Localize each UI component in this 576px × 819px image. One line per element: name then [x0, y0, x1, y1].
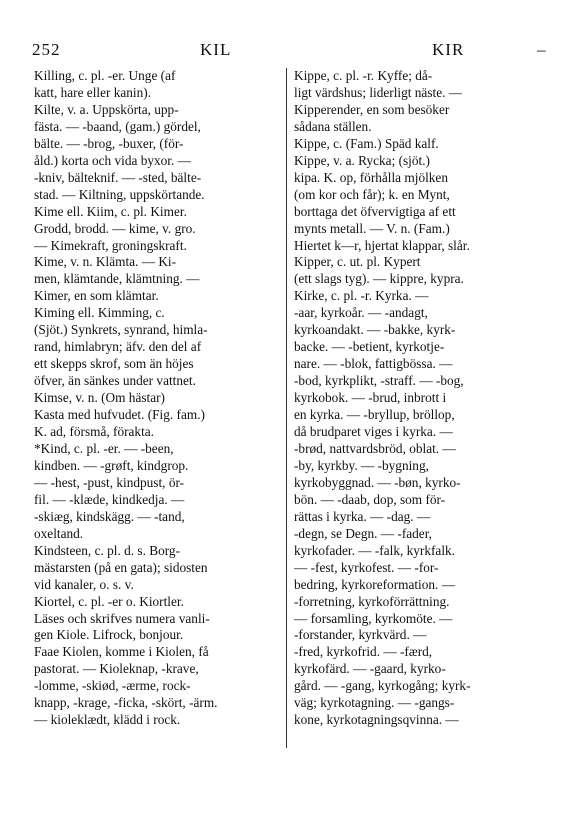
dictionary-line: *Kind, c. pl. -er. — -been,: [34, 440, 174, 456]
dictionary-line: vid kanaler, o. s. v.: [34, 576, 134, 592]
dictionary-line: gård. — -gang, kyrkogång; kyrk-: [294, 678, 471, 694]
dictionary-line: Kipper, c. ut. pl. Kypert: [294, 254, 421, 270]
dictionary-line: kone, kyrkotagningsqvinna. —: [294, 712, 459, 728]
dictionary-line: -lomme, -skiød, -ærme, rock-: [34, 678, 191, 694]
dictionary-line: -forstander, kyrkvärd. —: [294, 627, 427, 643]
dictionary-line: Kime ell. Kiim, c. pl. Kimer.: [34, 203, 187, 219]
dictionary-line: backe. — -betient, kyrkotje-: [294, 339, 445, 355]
dictionary-line: Kimse, v. n. (Om hästar): [34, 390, 165, 406]
dictionary-line: (om kor och får); k. en Mynt,: [294, 186, 450, 202]
dictionary-line: Kasta med hufvudet. (Fig. fam.): [34, 407, 205, 423]
dictionary-line: rättas i kyrka. — -dag. —: [294, 508, 431, 524]
dictionary-line: Kimer, en som klämtar.: [34, 288, 159, 304]
dictionary-line: Läses och skrifves numera vanli-: [34, 610, 210, 626]
dictionary-line: pastorat. — Kioleknap, -krave,: [34, 661, 199, 677]
dictionary-line: fil. — -klæde, kindkedja. —: [34, 491, 185, 507]
dictionary-line: kyrkofärd. — -gaard, kyrko-: [294, 661, 446, 677]
dictionary-line: -brød, nattvardsbröd, oblat. —: [294, 440, 456, 456]
dictionary-line: — kiolеklædt, klädd i rock.: [34, 712, 181, 728]
dictionary-line: kyrkobyggnad. — -bøn, kyrko-: [294, 474, 461, 490]
dictionary-line: ligt värdshus; liderligt näste. —: [294, 84, 463, 100]
dictionary-line: (ett slags tyg). — kippre, kypra.: [294, 271, 464, 287]
dictionary-line: bön. — -daab, dop, som för-: [294, 491, 446, 507]
dictionary-line: knapp, -krage, -ficka, -skört, -ärm.: [34, 695, 218, 711]
dictionary-line: Grodd, brodd. — kime, v. gro.: [34, 220, 196, 236]
dictionary-line: öfver, än sänkes under vattnet.: [34, 373, 196, 389]
dictionary-line: stad. — Kiltning, uppskörtande.: [34, 186, 205, 202]
dictionary-line: — Kimekraft, groningskraft.: [34, 237, 187, 253]
dictionary-line: Kime, v. n. Klämta. — Ki-: [34, 254, 177, 270]
dictionary-line: Kipperender, en som besöker: [294, 101, 450, 117]
dictionary-line: kyrkoandakt. — -bakke, kyrk-: [294, 322, 456, 338]
page-number: 252: [32, 40, 61, 59]
dictionary-line: men, klämtande, klämtning. —: [34, 271, 200, 287]
dictionary-line: Killing, c. pl. -er. Unge (af: [34, 68, 176, 83]
left-guide-word: KIL: [200, 40, 232, 59]
dictionary-line: gen Kiole. Lifrock, bonjour.: [34, 627, 184, 643]
dictionary-line: åld.) korta och vida byxor. —: [34, 152, 191, 168]
dictionary-line: bedring, kyrkoreformation. —: [294, 576, 455, 592]
header-mark: –: [537, 40, 547, 59]
dictionary-line: Kirke, c. pl. -r. Kyrka. —: [294, 288, 429, 304]
dictionary-line: Hiertet k—r, hjertat klappar, slår.: [294, 237, 470, 253]
dictionary-line: Kippe, c. (Fam.) Späd kalf.: [294, 135, 439, 151]
dictionary-line: en kyrka. — -bryllup, bröllop,: [294, 407, 455, 423]
dictionary-line: -skiæg, kindskägg. — -tand,: [34, 508, 185, 524]
left-column: [34, 68, 284, 729]
dictionary-line: Faae Kiolen, komme i Kiolen, få: [34, 644, 209, 660]
dictionary-line: då brudparet viges i kyrka. —: [294, 424, 453, 440]
column-divider: [286, 68, 287, 748]
dictionary-line: (Sjöt.) Synkrets, synrand, himla-: [34, 322, 208, 338]
dictionary-line: Kindsteen, c. pl. d. s. Borg-: [34, 542, 181, 558]
dictionary-line: ett skepps skrof, som än höjes: [34, 356, 194, 372]
dictionary-line: kipa. K. op, förhålla mjölken: [294, 169, 448, 185]
dictionary-line: borttaga det öfvervigtiga af ett: [294, 203, 456, 219]
dictionary-line: Kippe, v. a. Rycka; (sjöt.): [294, 152, 430, 168]
dictionary-line: -aar, kyrkoår. — -andagt,: [294, 305, 428, 321]
dictionary-line: -degn, se Degn. — -fader,: [294, 525, 432, 541]
dictionary-line: — forsamling, kyrkomöte. —: [294, 610, 453, 626]
dictionary-line: -forretning, kyrkoförrättning.: [294, 593, 450, 609]
dictionary-line: kyrkobok. — -brud, inbrott i: [294, 390, 447, 406]
dictionary-line: -bod, kyrkplikt, -straff. — -bog,: [294, 373, 464, 389]
dictionary-line: Kiming ell. Kimming, c.: [34, 305, 165, 321]
dictionary-line: rand, himlabryn; äfv. den del af: [34, 339, 202, 355]
dictionary-line: -by, kyrkby. — -bygning,: [294, 457, 429, 473]
dictionary-line: sådana ställen.: [294, 118, 372, 134]
dictionary-line: kyrkofader. — -falk, kyrkfalk.: [294, 542, 455, 558]
dictionary-line: — -hest, -pust, kindpust, ör-: [34, 474, 185, 490]
dictionary-line: -fred, kyrkofrid. — -færd,: [294, 644, 433, 660]
dictionary-line: Kilte, v. a. Uppskörta, upp-: [34, 101, 179, 117]
dictionary-line: kindben. — -grøft, kindgrop.: [34, 457, 189, 473]
dictionary-line: fästa. — -baand, (gam.) gördel,: [34, 118, 201, 134]
dictionary-line: bälte. — -brog, -buxer, (för-: [34, 135, 184, 151]
dictionary-line: Kippe, c. pl. -r. Kyffe; då-: [294, 68, 433, 83]
dictionary-line: Kiortel, c. pl. -er o. Kiortler.: [34, 593, 184, 609]
dictionary-line: väg; kyrkotagning. — -gangs-: [294, 695, 455, 711]
dictionary-line: mästarsten (på en gata); sidosten: [34, 559, 208, 575]
page-header: [32, 40, 547, 64]
dictionary-line: — -fest, kyrkofest. — -for-: [294, 559, 439, 575]
right-column: [294, 68, 544, 729]
dictionary-line: -kniv, bälteknif. — -sted, bälte-: [34, 169, 202, 185]
dictionary-line: mynts metall. — V. n. (Fam.): [294, 220, 450, 236]
right-guide-word: KIR: [432, 40, 465, 59]
dictionary-line: nare. — -blok, fattigbössa. —: [294, 356, 453, 372]
dictionary-line: katt, hare eller kanin).: [34, 84, 152, 100]
dictionary-line: oxeltand.: [34, 525, 84, 541]
dictionary-line: K. ad, försmå, förakta.: [34, 424, 154, 440]
